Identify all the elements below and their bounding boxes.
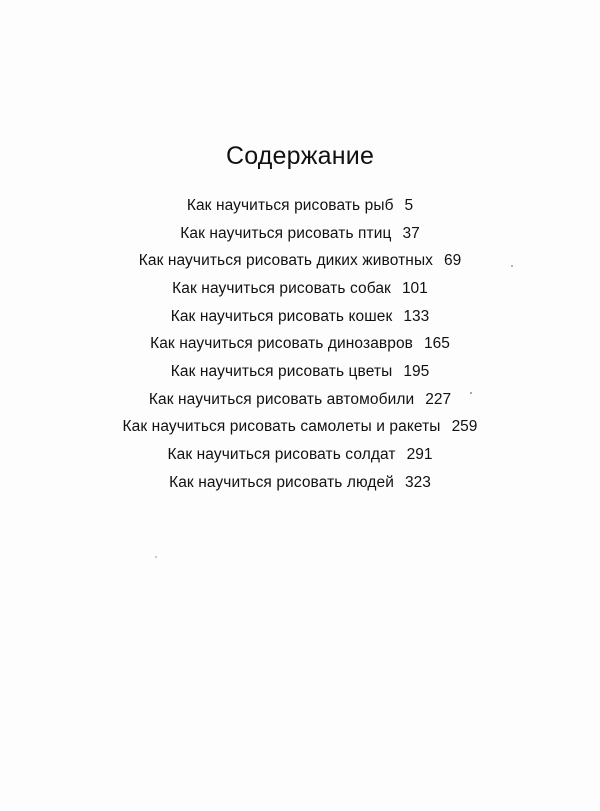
toc-entry-title: Как научиться рисовать самолеты и ракеты	[122, 418, 441, 436]
toc-entry-title: Как научиться рисовать собак	[172, 279, 391, 297]
toc-entry-page: 69	[444, 252, 462, 270]
toc-entry-page: 195	[403, 362, 430, 380]
toc-entry-title: Как научиться рисовать солдат	[167, 446, 396, 464]
toc-entry-page: 323	[405, 473, 431, 491]
toc-entry-page: 165	[424, 335, 450, 353]
toc-entry	[0, 220, 600, 248]
toc-entry-title: Как научиться рисовать автомобили	[148, 390, 415, 408]
toc-entry-page: 291	[406, 446, 433, 464]
toc-entry	[0, 358, 600, 386]
toc-entry-title: Как научиться рисовать людей	[169, 473, 395, 491]
toc-entry-title: Как научиться рисовать динозавров	[150, 335, 414, 353]
toc-entry	[0, 414, 600, 442]
toc-entry-page: 101	[401, 279, 428, 297]
toc-entry-page: 133	[403, 307, 430, 325]
toc-entry	[0, 386, 600, 414]
toc-entry	[0, 330, 600, 358]
scan-speck	[511, 265, 513, 267]
page-title: Содержание	[225, 142, 375, 170]
toc-entry-page: 5	[404, 196, 414, 214]
toc-entry	[0, 275, 600, 303]
toc-entry-page: 259	[451, 418, 478, 436]
scan-speck	[155, 556, 157, 558]
toc-entry-title: Как научиться рисовать цветы	[170, 362, 393, 380]
toc-entry	[0, 303, 600, 331]
toc-entry	[0, 441, 600, 469]
toc-entry-title: Как научиться рисовать рыб	[186, 196, 394, 214]
toc-entry-title: Как научиться рисовать кошек	[170, 307, 393, 325]
toc-entry-title: Как научиться рисовать диких животных	[138, 252, 434, 270]
toc-entry-page: 37	[402, 224, 420, 242]
toc-entry	[0, 469, 600, 497]
scan-speck	[470, 392, 472, 394]
toc-entry	[0, 192, 600, 220]
toc-entry-page: 227	[425, 390, 452, 408]
table-of-contents	[0, 192, 600, 497]
toc-entry-title: Как научиться рисовать птиц	[180, 224, 392, 242]
toc-entry	[0, 247, 600, 275]
